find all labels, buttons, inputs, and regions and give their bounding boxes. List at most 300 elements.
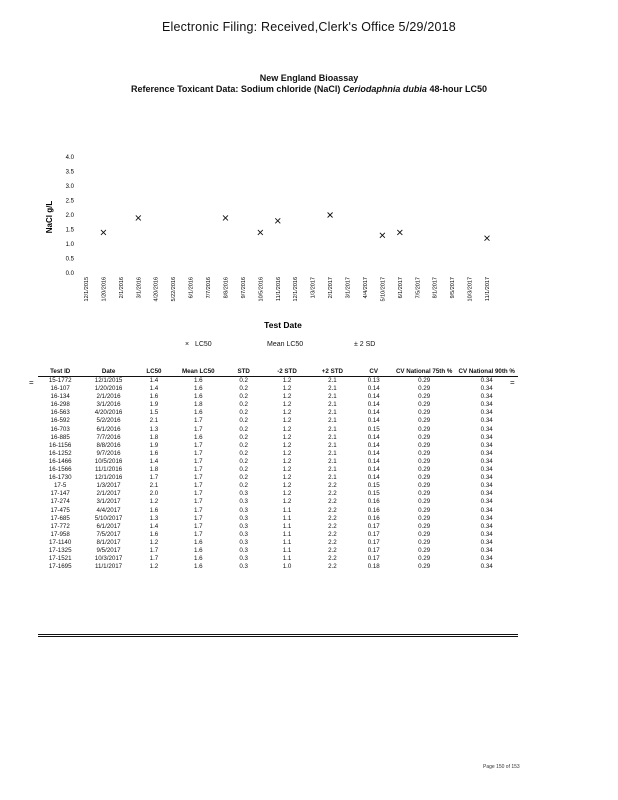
col-lc50: LC50 [135,368,173,377]
table-cell: 2.1 [328,377,337,384]
table-cell: 1.6 [193,555,203,563]
table-cell: 1.6 [193,433,203,441]
table-cell: 1.2 [282,498,292,506]
table-cell: 0.34 [480,490,493,498]
table-row [38,393,518,401]
table-cell: 0.16 [367,514,380,522]
table-cell: 17-958 [50,530,70,538]
x-tick-label: 2/1/2016 [118,277,125,299]
report-title: New England Bioassay [259,73,359,83]
table-cell: 1.2 [282,417,292,425]
table-row [38,547,518,555]
x-tick-label: 7/5/2017 [415,277,422,299]
table-cell: 0.2 [239,482,248,490]
table-header-row [38,368,518,377]
table-cell: 1.2 [282,449,292,457]
table-cell: 0.29 [418,449,431,457]
table-cell: 1/20/2016 [94,385,123,393]
table-cell: 6/1/2016 [96,425,121,433]
table-row [38,523,518,531]
table-cell: 1.5 [149,409,159,417]
table-row [38,482,518,490]
table-cell: 9/5/2017 [96,546,121,554]
table-cell: 1.7 [193,425,203,433]
table-cell: 2.2 [328,538,337,546]
table-cell: 0.17 [367,522,380,530]
table-cell: 1.9 [149,401,159,409]
reference-toxicant-table [38,368,518,571]
table-cell: 1.6 [193,377,203,384]
table-cell: 0.29 [418,409,431,417]
table-row [38,409,518,417]
table-cell: 0.18 [367,563,380,571]
subtitle-species: Ceriodaphnia dubia [342,84,427,94]
table-cell: 1.7 [193,441,203,449]
table-cell: 1.1 [282,546,292,554]
table-body [38,377,518,572]
table-cell: 0.3 [239,506,248,514]
table-cell: 0.34 [480,425,493,433]
table-row [38,377,518,386]
table-cell: 3/1/2017 [96,498,121,506]
table-cell: 4/20/2016 [94,409,123,417]
table-cell: 1.6 [193,385,203,393]
table-cell: 1.1 [282,522,292,530]
table-cell: 16-592 [50,417,70,425]
table-cell: 0.2 [239,466,248,474]
table-cell: 0.29 [418,506,431,514]
table-cell: 0.14 [367,449,380,457]
table-cell: 0.3 [239,555,248,563]
table-cell: 1.7 [193,490,203,498]
table-cell: 0.34 [480,530,493,538]
table-cell: 0.3 [239,538,248,546]
table-cell: 2.1 [149,417,159,425]
table-cell: 0.3 [239,514,248,522]
table-cell: 2/1/2017 [96,490,121,498]
lc50-point [485,236,490,241]
table-cell: 0.14 [367,433,380,441]
legend-std: ± 2 SD [354,341,376,348]
table-cell: 1.6 [149,449,159,457]
table-cell: 2.1 [328,401,337,409]
table-cell: 0.14 [367,466,380,474]
y-axis [66,155,75,277]
x-tick-label: 7/7/2016 [206,277,213,299]
x-tick-label: 10/3/2017 [467,277,474,302]
table-cell: 16-1730 [48,474,72,482]
table-cell: 0.2 [239,385,248,393]
table-cell: 1.2 [282,490,292,498]
table-cell: 0.2 [239,449,248,457]
table-cell: 0.34 [480,555,493,563]
table-cell: 16-1156 [49,441,72,449]
table-cell: 1.6 [193,538,203,546]
col-date: Date [82,368,134,377]
table-cell: 0.2 [239,417,248,425]
table-cell: 1.7 [193,498,203,506]
y-tick-label: 1.0 [65,242,74,249]
table-cell: 0.29 [418,393,431,401]
table-cell: 2.2 [328,506,337,514]
table-cell: 0.2 [239,401,248,409]
table-cell: 1.6 [193,563,203,571]
x-tick-label: 11/1/2017 [485,277,491,302]
x-axis [84,277,491,301]
table-cell: 1.4 [149,385,159,393]
table-cell: 2.1 [328,474,337,482]
table-cell: 1.1 [282,538,292,546]
y-tick-label: 2.0 [65,213,74,220]
table-cell: 1.3 [149,514,159,522]
table-cell: 0.34 [480,393,493,401]
table-cell: 17-1140 [49,538,72,546]
table-cell: 0.29 [418,538,431,546]
table-cell: 0.3 [239,530,248,538]
table-cell: 0.34 [480,514,493,522]
x-tick-label: 9/7/2016 [240,277,247,299]
table-row [38,515,518,523]
table-cell: 2.1 [149,482,159,490]
table-cell: 0.17 [367,538,380,546]
table-cell: 1.2 [149,563,159,571]
legend-lc50 [185,341,212,348]
table-cell: 0.2 [239,474,248,482]
table-cell: 0.34 [480,417,493,425]
page-number: Page 150 of 153 [483,764,520,770]
table-cell: 2.2 [328,555,337,563]
table-cell: 1.6 [193,546,203,554]
table-cell: 1.2 [282,393,292,401]
table-cell: 2.1 [328,409,337,417]
table-cell: 0.3 [239,563,248,571]
table-cell: 0.2 [239,433,248,441]
table-cell: 1.4 [149,457,159,465]
table-cell: 1.8 [149,433,159,441]
table-cell: 1.2 [282,433,292,441]
y-tick-label: 0.0 [65,271,74,278]
table-cell: 0.14 [367,441,380,449]
table-cell: 1.7 [193,530,203,538]
table-cell: 0.29 [418,401,431,409]
table-cell: 0.29 [418,530,431,538]
table-cell: 16-298 [50,401,70,409]
table-cell: 2.0 [149,490,159,498]
table-cell: 7/7/2016 [96,433,121,441]
table-cell: 1.2 [282,385,292,393]
table-cell: 1.6 [149,530,159,538]
table-cell: 0.29 [418,474,431,482]
table-cell: 1.9 [149,441,159,449]
x-tick-label: 8/1/2017 [432,277,439,299]
table-cell: 16-1566 [48,466,72,474]
table-cell: 16-1466 [48,457,72,465]
table-cell: 10/5/2016 [94,457,123,465]
table-cell: 1.7 [193,514,203,522]
table-cell: 12/1/2016 [94,474,123,482]
report-subtitle [0,84,618,94]
table-cell: 1.4 [149,377,159,384]
col-test-id: Test ID [38,368,82,377]
table-cell: 1.7 [193,457,203,465]
table-cell: 0.14 [367,417,380,425]
table-cell: 0.2 [239,409,248,417]
table-cell: 0.15 [367,425,380,433]
table-cell: 0.34 [480,433,493,441]
table-cell: 0.17 [367,530,380,538]
table-bottom-rule [38,634,518,635]
table-cell: 0.29 [418,385,431,393]
table-cell: 1.7 [193,482,203,490]
table-cell: 0.14 [367,409,380,417]
table-cell: 2.1 [328,393,337,401]
table-cell: 1.7 [193,506,203,514]
table-cell: 0.15 [367,482,380,490]
table-cell: 2.1 [328,425,337,433]
table-cell: 0.2 [239,377,248,384]
x-tick-label: 1/20/2016 [101,277,108,302]
table-cell: 1.4 [149,522,159,530]
table-cell: 0.29 [418,433,431,441]
col-cv-national-75: CV National 75th % [393,368,456,377]
table-cell: 1.2 [282,425,292,433]
table-cell: 0.16 [367,498,380,506]
table-cell: 1/3/2017 [96,482,121,490]
table-row [38,401,518,409]
subtitle-suffix: 48-hour LC50 [426,84,487,94]
table-cell: 17-147 [50,490,70,498]
table-cell: 17-685 [50,514,70,522]
legend-mean: Mean LC50 [267,341,304,348]
table-cell: 0.34 [480,498,493,506]
table-cell: 2.1 [328,385,337,393]
x-tick-label: 3/1/2016 [136,277,143,299]
table-cell: 5/2/2016 [96,417,121,425]
table-row [38,417,518,425]
table-cell: 1.1 [282,514,292,522]
table-cell: 1.2 [282,466,292,474]
table-row [38,539,518,547]
table-cell: 16-703 [50,425,70,433]
x-tick-label: 11/1/2016 [275,277,282,302]
table-cell: 1.2 [282,377,292,384]
x-tick-label: 4/20/2016 [153,277,160,302]
table-cell: 1.6 [149,506,159,514]
table-cell: 0.14 [367,457,380,465]
table-cell: 1.2 [282,457,292,465]
col-mean-lc50: Mean LC50 [173,368,223,377]
lc50-point [380,233,385,238]
table-cell: 10/3/2017 [94,555,123,563]
table-cell: 0.34 [480,409,493,417]
table-cell: 1.2 [282,409,292,417]
table-cell: 0.16 [367,506,380,514]
table-cell: 5/10/2017 [94,514,123,522]
table-cell: 0.34 [480,385,493,393]
table-cell: 17-1695 [48,563,72,571]
table-cell: 1.3 [149,425,159,433]
table-cell: 0.2 [239,441,248,449]
lc50-point [397,230,402,235]
table-cell: 0.14 [367,393,380,401]
table-cell: 0.14 [367,474,380,482]
table-row [38,450,518,458]
table-cell: 2/1/2016 [96,393,121,401]
table-cell: 2.1 [328,466,337,474]
table-cell: 2.2 [328,563,337,571]
col-cv: CV [355,368,393,377]
table-cell: 17-475 [50,506,70,514]
table-cell: 1.6 [193,393,203,401]
table-cell: 1.1 [282,555,292,563]
table-cell: 16-1252 [48,449,72,457]
table-cell: 1.8 [149,466,159,474]
table-cell: 1.8 [193,401,203,409]
table-cell: 0.34 [480,482,493,490]
table-cell: 0.34 [480,466,493,474]
table-cell: 1.7 [193,474,203,482]
table-cell: 2.2 [328,482,337,490]
y-axis-label: NaCl g/L [45,200,54,234]
table-cell: 0.29 [418,555,431,563]
lc50-point [223,215,228,220]
table-cell: 1.2 [149,498,159,506]
y-tick-label: 3.5 [65,169,74,176]
table-cell: 1.1 [282,530,292,538]
table-cell: 2.1 [328,417,337,425]
table-row [38,555,518,563]
table-cell: 0.2 [239,393,248,401]
table-cell: 0.14 [367,401,380,409]
x-tick-label: 10/5/2016 [258,277,265,302]
table-cell: 15-1772 [48,377,72,384]
table-row [38,490,518,498]
table-cell: 0.34 [480,474,493,482]
table-row [38,498,518,506]
table-cell: 1.7 [193,466,203,474]
table-cell: 1.7 [193,417,203,425]
table-cell: 0.34 [480,449,493,457]
table-cell: 0.29 [418,563,431,571]
table-cell: 9/7/2016 [96,449,121,457]
table-cell: 17-772 [50,522,70,530]
table-cell: 0.29 [418,417,431,425]
table-cell: 2.1 [328,457,337,465]
y-tick-label: 0.5 [65,256,74,263]
table-cell: 0.29 [418,457,431,465]
table-cell: 1.2 [282,482,292,490]
x-marker-icon: × [185,341,190,348]
table-cell: 12/1/2015 [94,377,123,384]
table-cell: 0.34 [480,457,493,465]
y-tick-label: 1.5 [65,227,74,234]
table-cell: 0.29 [418,482,431,490]
y-tick-label: 4.0 [65,155,74,162]
table-cell: 0.3 [239,498,248,506]
x-axis-label: Test Date [264,320,302,330]
x-tick-label: 5/22/2016 [171,277,178,302]
table-cell: 0.29 [418,514,431,522]
subtitle-prefix: Reference Toxicant Data: Sodium chloride (NaCl) [131,84,343,94]
table-cell: 0.34 [480,522,493,530]
table-cell: 17-1325 [48,546,72,554]
table-cell: 2.1 [328,433,337,441]
table-cell: 2.2 [328,490,337,498]
table-cell: 2.2 [328,546,337,554]
table-cell: 0.29 [418,377,431,384]
left-rule-marker: = [29,378,34,387]
table-cell: 17-5 [53,482,67,490]
table-cell: 0.2 [239,457,248,465]
lc50-point [101,230,106,235]
x-tick-label: 4/4/2017 [362,277,369,299]
table-cell: 16-563 [50,409,70,417]
table-row [38,385,518,393]
table-cell: 4/4/2017 [96,506,121,514]
y-tick-label: 3.0 [65,184,74,191]
table-cell: 1.7 [149,474,159,482]
x-tick-label: 8/8/2016 [223,277,230,299]
table-cell: 16-134 [50,393,70,401]
table-cell: 0.3 [239,522,248,530]
table-cell: 1.1 [282,506,292,514]
table-cell: 3/1/2016 [96,401,121,409]
table-cell: 2.2 [328,514,337,522]
table-cell: 17-274 [50,498,70,506]
legend-lc50-label: LC50 [194,341,212,348]
table-cell: 2.2 [328,530,337,538]
table-cell: 1.7 [193,522,203,530]
table-cell: 8/1/2017 [96,538,121,546]
table-cell: 0.29 [418,490,431,498]
table-row [38,426,518,434]
table-cell: 2.1 [328,441,337,449]
table-row [38,507,518,515]
table-cell: 1.2 [282,401,292,409]
table-cell: 0.34 [480,546,493,554]
x-tick-label: 6/1/2017 [397,277,404,299]
col-cv-national-90: CV National 90th % [455,368,518,377]
table-cell: 0.29 [418,441,431,449]
table-cell: 6/1/2017 [96,522,121,530]
table-cell: 0.15 [367,490,380,498]
table-cell: 0.29 [418,498,431,506]
chart-legend [0,341,618,355]
table-cell: 0.3 [239,546,248,554]
x-tick-label: 3/1/2017 [345,277,352,299]
table-cell: 2.2 [328,522,337,530]
table-cell: 16-107 [50,385,70,393]
x-tick-label: 1/3/2017 [310,277,317,299]
table-cell: 0.34 [480,506,493,514]
table-row [38,466,518,474]
table-cell: 0.29 [418,546,431,554]
table-cell: 2.1 [328,449,337,457]
table-cell: 8/8/2016 [96,441,121,449]
x-tick-label: 9/5/2017 [450,277,457,299]
filing-stamp: Electronic Filing: Received,Clerk's Office 5/29/2018 [162,20,456,34]
lc50-point [328,213,333,218]
table-cell: 17-1521 [48,555,72,563]
table-cell: 16-885 [50,433,70,441]
table-row [38,458,518,466]
lc50-points [101,213,490,241]
x-tick-label: 12/1/2016 [293,277,300,302]
table-cell: 0.34 [480,563,493,571]
table-cell: 1.6 [149,393,159,401]
table-cell: 0.29 [418,522,431,530]
table-cell: 0.29 [418,425,431,433]
